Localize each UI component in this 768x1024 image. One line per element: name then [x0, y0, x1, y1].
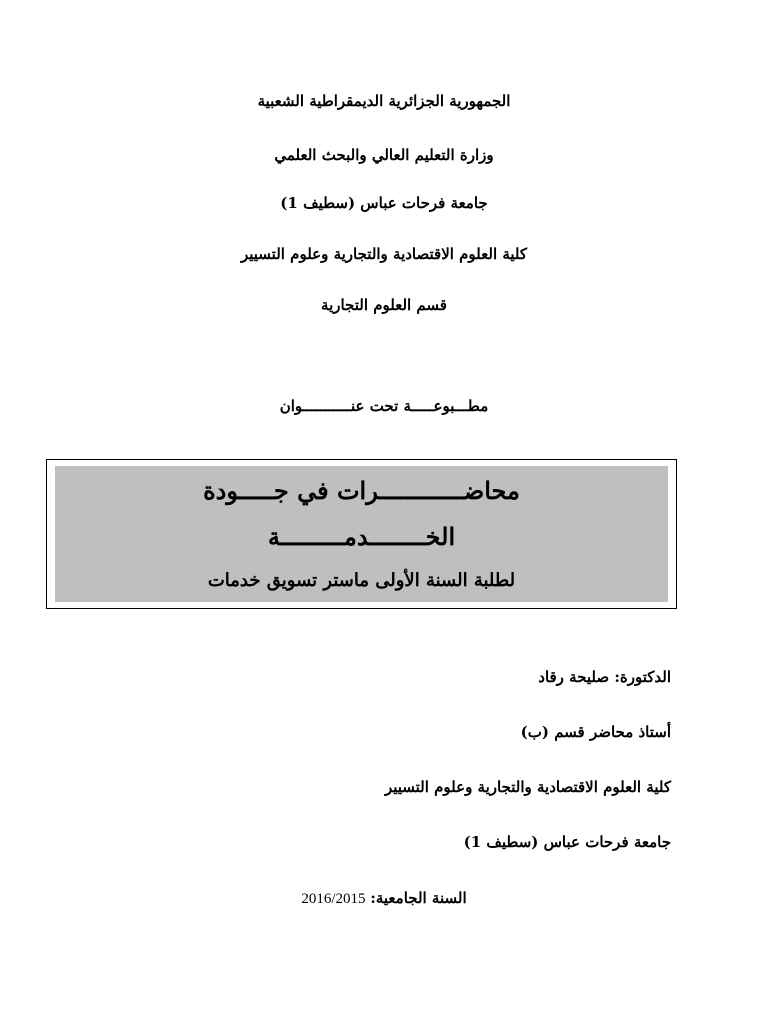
faculty-name: كلية العلوم الاقتصادية والتجارية وعلوم التسيير — [240, 245, 528, 263]
title-audience: لطلبة السنة الأولى ماستر تسويق خدمات — [207, 570, 516, 591]
ministry-name: وزارة التعليم العالي والبحث العلمي — [274, 146, 494, 164]
academic-year-value: 2016/2015 — [301, 891, 366, 907]
academic-year-label: السنة الجامعية: — [370, 889, 467, 907]
title-line-2: الخــــــــدمـــــــــة — [267, 522, 456, 551]
author-name: الدكتورة: صليحة رقاد — [538, 668, 671, 686]
title-line-1: محاضــــــــــــرات في جـــــودة — [203, 476, 520, 505]
country-name: الجمهورية الجزائرية الديمقراطية الشعبية — [257, 92, 511, 110]
academic-year — [0, 889, 768, 908]
title-box — [46, 459, 677, 609]
author-faculty: كلية العلوم الاقتصادية والتجارية وعلوم التسيير — [384, 778, 671, 796]
department-name: قسم العلوم التجارية — [321, 296, 447, 314]
title-box-shaded — [55, 466, 668, 602]
university-name: جامعة فرحات عباس (سطيف 1) — [280, 194, 488, 212]
document-subtitle: مطـــبوعـــــة تحت عنـــــــــــوان — [279, 397, 489, 415]
author-university: جامعة فرحات عباس (سطيف 1) — [463, 833, 671, 851]
author-rank: أستاذ محاضر قسم (ب) — [520, 723, 671, 741]
